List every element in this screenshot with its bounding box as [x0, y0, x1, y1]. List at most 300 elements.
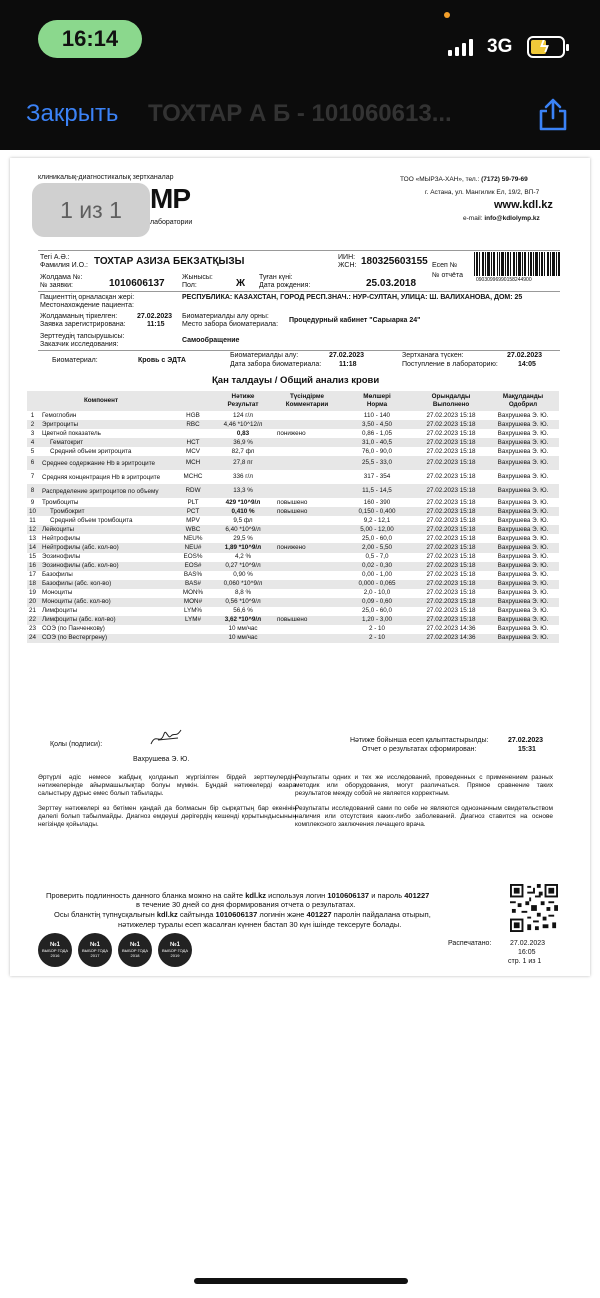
received-time: 14:05 [518, 361, 536, 368]
component-code: MPV [186, 516, 200, 524]
table-row [27, 484, 559, 498]
norm-range: 76,0 - 90,0 [361, 447, 393, 455]
dob-label-ru: Дата рождения: [259, 282, 311, 289]
component-code: HGB [186, 411, 200, 419]
result-value: 124 г/л [233, 411, 253, 419]
result-value: 6,40 *10^9/л [211, 525, 275, 534]
row-number: 15 [29, 553, 37, 561]
approved-by: Вахрушева Э. Ю. [497, 589, 549, 597]
verify-kz-line2: нәтижелер туралы есеп жасалған күннен бастап 30 күн ішінде тексеруге болады. [118, 920, 402, 929]
result-value: 0,410 % [211, 507, 275, 516]
note-kz-1: Әртүрлі әдіс немесе жабдық қолданып жүргізілген бірдей зерттеулердің нәтижелерінде айырмашылықтар болуы мүмкін. Бұндай нәтижелерді өзара салыстыру дұрыс емес болып табылады. [38, 774, 296, 797]
home-indicator[interactable] [194, 1278, 408, 1284]
performed-at: 27.02.2023 15:18 [426, 429, 476, 437]
row-number: 17 [29, 571, 37, 579]
component-code [175, 634, 211, 643]
table-row [27, 616, 559, 625]
table-row [27, 438, 559, 447]
location-label-kz: Пациенттің орналасқан жері: [40, 294, 135, 301]
table-row [27, 580, 559, 589]
component-code: HCT [175, 438, 211, 447]
norm-range: 25,0 - 60,0 [361, 607, 393, 615]
result-value: 27,8 пг [211, 456, 275, 470]
norm-range: 0,5 - 7,0 [365, 553, 389, 561]
location-label-ru: Местонахождение пациента: [40, 302, 134, 309]
report-label-ru: № отчёта [432, 272, 463, 279]
result-comment [275, 589, 339, 598]
component-name: Нейтрофилы (абс. кол-во) [38, 543, 175, 552]
sex-label-kz: Жынысы: [182, 274, 213, 281]
approved-by: Вахрушева Э. Ю. [497, 553, 549, 561]
component-name: Моноциты (абс. кол-во) [38, 598, 175, 607]
table-row [27, 598, 559, 607]
signature-icon [148, 726, 184, 748]
cell-signal-icon [448, 38, 473, 56]
row-number: 9 [30, 498, 35, 506]
patient-sex: Ж [236, 278, 246, 289]
result-value: 10 мм/час [211, 634, 275, 643]
component-code: NEU% [183, 534, 203, 542]
patient-dob: 25.03.2018 [366, 278, 417, 289]
component-name: Эозинофилы [42, 553, 81, 561]
row-number: 21 [29, 607, 37, 615]
result-comment [275, 634, 339, 643]
biomaterial-label: Биоматериал: [52, 357, 98, 364]
result-value: 0,90 % [233, 571, 253, 579]
approved-by: Вахрушева Э. Ю. [497, 447, 549, 455]
lab-header-kz: клиникалық-диагностикалық зертханалар [38, 174, 174, 181]
verify-ru-line1: Проверить подлинность данного бланка можно на сайте kdl.kz используя логин 1010606137 и пароль 401227 [46, 891, 430, 900]
document-title: ТОХТАР А Б - 101060613... [148, 100, 452, 127]
row-number: 20 [29, 598, 37, 606]
component-code: EOS% [183, 553, 203, 561]
component-code: MCHC [183, 473, 203, 481]
component-name: Тромбокрит [38, 507, 175, 516]
performed-at: 27.02.2023 15:18 [415, 525, 487, 534]
component-name: Цветной показатель [42, 429, 101, 437]
result-value: 336 г/л [233, 473, 253, 481]
norm-range: 0,86 - 1,05 [361, 429, 393, 437]
company-address: г. Астана, ул. Мангилик Ел, 19/2, ВП-7 [425, 189, 540, 196]
performed-at: 27.02.2023 15:18 [415, 598, 487, 607]
result-value: 56,6 % [233, 607, 253, 615]
printed-time: 16:05 [518, 949, 536, 956]
performed-at: 27.02.2023 15:18 [415, 456, 487, 470]
table-row [27, 571, 559, 580]
component-name: Эозинофилы (абс. кол-во) [38, 562, 175, 571]
approved-by: Вахрушева Э. Ю. [497, 625, 549, 633]
approved-by: Вахрушева Э. Ю. [487, 456, 559, 470]
approved-by: Вахрушева Э. Ю. [487, 438, 559, 447]
barcode [474, 252, 560, 276]
col-done: Орындалды Выполнено [415, 391, 487, 411]
result-value: 29,5 % [233, 534, 253, 542]
table-row [27, 525, 559, 534]
component-code: BAS% [183, 571, 203, 579]
name-label-ru: Фамилия И.О.: [40, 262, 88, 269]
norm-range: 317 - 354 [363, 473, 391, 481]
result-value: 0,060 *10^9/л [211, 580, 275, 589]
reg-time: 11:15 [147, 321, 165, 328]
result-value: 0,27 *10^9/л [211, 562, 275, 571]
row-number: 23 [29, 625, 37, 633]
signature-label: Қолы (подписи): [50, 741, 103, 748]
component-code: NEU# [175, 543, 211, 552]
norm-range: 3,50 - 4,50 [339, 420, 415, 429]
performed-at: 27.02.2023 15:18 [415, 484, 487, 498]
analysis-title: Қан талдауы / Общий анализ крови [212, 375, 380, 386]
name-label-kz: Тегі А.Ә.: [40, 254, 70, 261]
row-number: 2 [27, 420, 38, 429]
reg-label-ru: Заявка зарегистрирована: [40, 321, 126, 328]
table-row [27, 447, 559, 456]
approved-by: Вахрушева Э. Ю. [497, 473, 549, 481]
note-ru-1: Результаты одних и тех же исследований, проведенных с применением разных методик или оборудования, могут различаться. Прямое сравнение таких результатов между собой не является корректным. [295, 774, 553, 797]
norm-range: 2,0 - 10,0 [363, 589, 391, 597]
share-icon[interactable] [535, 96, 571, 132]
result-value: 429 *10^9/л [225, 498, 261, 506]
page-counter: 1 из 1 [32, 183, 150, 237]
result-comment [275, 447, 339, 456]
take-label-ru: Дата забора биоматериала: [230, 361, 322, 368]
approved-by: Вахрушева Э. Ю. [497, 607, 549, 615]
component-name: Лимфоциты (абс. кол-во) [38, 616, 175, 625]
row-number: 12 [29, 525, 37, 533]
norm-range: 2,00 - 5,50 [339, 543, 415, 552]
performed-at: 27.02.2023 15:18 [426, 411, 476, 419]
row-number: 4 [27, 438, 38, 447]
table-row [27, 562, 559, 571]
component-name: Распределение эритроцитов по объему [38, 484, 175, 498]
result-comment [275, 516, 339, 525]
component-name: Гемоглобин [42, 411, 77, 419]
result-comment: понижено [275, 543, 339, 552]
component-code: EOS# [175, 562, 211, 571]
final-report-date: 27.02.2023 [508, 737, 544, 744]
approved-by: Вахрушева Э. Ю. [487, 616, 559, 625]
result-value: 36,9 % [211, 438, 275, 447]
performed-at: 27.02.2023 14:36 [426, 625, 476, 633]
row-number: 16 [29, 562, 37, 570]
approved-by: Вахрушева Э. Ю. [497, 516, 549, 524]
component-code: MON# [175, 598, 211, 607]
dob-label-kz: Туған күні: [259, 274, 293, 281]
result-value: 10 мм/час [228, 625, 258, 633]
norm-range: 110 - 140 [363, 411, 391, 419]
printed-label: Распечатано: [448, 940, 492, 947]
lab-logo-sub: лаборатории [150, 219, 193, 226]
col-result: Нәтиже Результат [211, 391, 275, 411]
award-badge-2016: №1 ВЫБОР ГОДА 2016 [38, 933, 72, 967]
qr-code [510, 884, 558, 932]
row-number: 11 [29, 516, 36, 524]
place-label-kz: Биоматериалды алу орны: [182, 313, 269, 320]
norm-range: 5,00 - 12,00 [339, 525, 415, 534]
norm-range: 31,0 - 40,5 [339, 438, 415, 447]
website[interactable]: www.kdl.kz [494, 199, 553, 211]
result-comment [275, 562, 339, 571]
component-code: MON% [182, 589, 204, 597]
result-value: 82,7 фл [231, 447, 255, 455]
performed-at: 27.02.2023 15:18 [426, 607, 476, 615]
order-label-kz: Жолдама №: [40, 274, 83, 281]
col-norm: Мөлшері Норма [339, 391, 415, 411]
approved-by: Вахрушева Э. Ю. [487, 598, 559, 607]
row-number: 13 [29, 534, 37, 542]
patient-name: ТОХТАР АЗИЗА БЕКЗАТҚЫЗЫ [94, 256, 245, 267]
take-date: 27.02.2023 [329, 352, 365, 359]
row-number: 7 [30, 473, 35, 481]
row-number: 22 [29, 616, 37, 624]
component-name: Средняя концентрация Hb в эритроците [42, 473, 161, 481]
norm-range: 2 - 10 [368, 625, 386, 633]
component-name: СОЭ (по Панченкову) [42, 625, 105, 633]
row-number: 5 [30, 447, 35, 455]
take-time: 11:18 [339, 361, 357, 368]
result-comment [275, 580, 339, 589]
component-name: Лимфоциты [42, 607, 78, 615]
approved-by: Вахрушева Э. Ю. [487, 484, 559, 498]
row-number: 10 [29, 507, 37, 515]
award-badge-2018: №1 ВЫБОР ГОДА 2018 [118, 933, 152, 967]
order-number: 1010606137 [109, 278, 165, 289]
table-row [27, 625, 559, 634]
result-value: 9,5 фл [233, 516, 253, 524]
col-comment: Түсіндірме Комментарии [275, 391, 339, 411]
result-comment [275, 470, 339, 484]
performed-at: 27.02.2023 15:18 [426, 473, 476, 481]
reg-label-kz: Жолдаманың тіркелген: [40, 313, 118, 320]
award-badge-2019: №1 ВЫБОР ГОДА 2019 [158, 933, 192, 967]
norm-range: 2 - 10 [339, 634, 415, 643]
component-name: Средний объем тромбоцита [50, 516, 133, 524]
col-approved: Мақұлданды Одобрил [487, 391, 559, 411]
result-comment [275, 625, 339, 634]
barcode-number: 0903099699015824490​0 [476, 277, 532, 283]
result-value: 13,3 % [211, 484, 275, 498]
result-value: 4,2 % [234, 553, 252, 561]
approved-by: Вахрушева Э. Ю. [487, 420, 559, 429]
component-code: LYM% [183, 607, 203, 615]
approved-by: Вахрушева Э. Ю. [487, 634, 559, 643]
component-name: Нейтрофилы [42, 534, 81, 542]
norm-range: 11,5 - 14,5 [339, 484, 415, 498]
customer: Самообращение [182, 337, 240, 344]
results-table [27, 391, 559, 643]
performed-at: 27.02.2023 15:18 [415, 543, 487, 552]
component-code: PCT [175, 507, 211, 516]
performed-at: 27.02.2023 15:18 [426, 516, 476, 524]
email-line: e-mail: info@kdlolymp.kz [463, 215, 540, 222]
result-comment [275, 456, 339, 470]
component-code: WBC [175, 525, 211, 534]
performed-at: 27.02.2023 15:18 [426, 534, 476, 542]
approved-by: Вахрушева Э. Ю. [487, 543, 559, 552]
component-name: Лейкоциты [38, 525, 175, 534]
result-value: 1,89 *10^9/л [211, 543, 275, 552]
component-name: Моноциты [42, 589, 73, 597]
col-component: Компонент [27, 391, 175, 411]
patient-iin: 180325603155 [361, 256, 428, 267]
performed-at: 27.02.2023 15:18 [426, 447, 476, 455]
final-report-label-ru: Отчет о результатах сформирован: [362, 746, 477, 753]
result-value: 3,62 *10^9/л [211, 616, 275, 625]
result-value: 0,83 [236, 429, 250, 437]
approved-by: Вахрушева Э. Ю. [497, 429, 549, 437]
table-row [27, 507, 559, 516]
row-number: 18 [29, 580, 37, 588]
verify-ru-line2: в течение 30 дней со дня формирования отчета о результатах. [136, 900, 356, 909]
approved-by: Вахрушева Э. Ю. [487, 525, 559, 534]
result-comment [275, 607, 339, 616]
approved-by: Вахрушева Э. Ю. [497, 571, 549, 579]
result-comment [275, 420, 339, 429]
table-row [27, 553, 559, 562]
final-report-label-kz: Нәтиже бойынша есеп қалыптастырылды: [350, 737, 489, 744]
result-comment: повышено [275, 507, 339, 516]
performed-at: 27.02.2023 15:18 [415, 420, 487, 429]
performed-at: 27.02.2023 15:18 [426, 498, 476, 506]
table-row [27, 411, 559, 420]
result-comment [275, 525, 339, 534]
final-report-time: 15:31 [518, 746, 536, 753]
result-comment: повышено [277, 498, 308, 506]
norm-range: 0,150 - 0,400 [339, 507, 415, 516]
status-time[interactable]: 16:14 [38, 20, 142, 58]
performed-at: 27.02.2023 15:18 [415, 562, 487, 571]
approved-by: Вахрушева Э. Ю. [487, 507, 559, 516]
component-code: MCV [186, 447, 200, 455]
norm-range: 0,09 - 0,60 [339, 598, 415, 607]
result-comment: понижено [277, 429, 306, 437]
component-code: LYM# [175, 616, 211, 625]
take-label-kz: Биоматериалды алу: [230, 352, 299, 359]
result-value: 8,8 % [234, 589, 252, 597]
col-code [175, 391, 211, 411]
approved-by: Вахрушева Э. Ю. [487, 562, 559, 571]
table-row [27, 543, 559, 552]
result-comment [275, 411, 339, 420]
norm-range: 0,000 - 0,065 [339, 580, 415, 589]
component-code: PLT [187, 498, 199, 506]
performed-at: 27.02.2023 15:18 [426, 553, 476, 561]
result-comment [275, 571, 339, 580]
performed-at: 27.02.2023 15:18 [415, 438, 487, 447]
norm-range: 1,20 - 3,00 [339, 616, 415, 625]
status-and-nav-bar [0, 0, 600, 150]
component-name: Тромбоциты [42, 498, 79, 506]
patient-location: РЕСПУБЛИКА: КАЗАХСТАН, ГОРОД РЕСП.ЗНАЧ.: НУР-СУЛТАН, УЛИЦА: Ш. ВАЛИХАНОВА, ДОМ: 25 [182, 294, 523, 301]
norm-range: 25,5 - 33,0 [339, 456, 415, 470]
approved-by: Вахрушева Э. Ю. [497, 534, 549, 542]
component-name: СОЭ (по Вестергрену) [38, 634, 175, 643]
page-number: стр. 1 из 1 [508, 958, 542, 965]
customer-label-kz: Зерттеудің тапсырушысы: [40, 333, 125, 340]
verify-kz-line1: Осы бланктің түпнұсқалығын kdl.kz сайтында 1010606137 логинін және 401227 паролін пайдалана отырып, [54, 910, 431, 919]
performed-at: 27.02.2023 15:18 [415, 507, 487, 516]
row-number: 24 [29, 634, 37, 642]
customer-label-ru: Заказчик исследования: [40, 341, 119, 348]
performed-at: 27.02.2023 15:18 [426, 589, 476, 597]
collection-place: Процедурный кабинет "Сарыарка 24" [289, 317, 421, 324]
result-comment [275, 553, 339, 562]
row-number: 3 [30, 429, 35, 437]
received-label-ru: Поступление в лабораторию: [402, 361, 498, 368]
table-row [27, 470, 559, 484]
result-comment [275, 438, 339, 447]
component-code: RDW [175, 484, 211, 498]
table-row [27, 607, 559, 616]
norm-range: 9,2 - 12,1 [363, 516, 391, 524]
sex-label-ru: Пол: [182, 282, 197, 289]
component-code [175, 429, 211, 438]
note-kz-2: Зерттеу нәтижелері өз бетімен қандай да болмасын бір сырқаттың бар екенінің дәлелі болып табылмайды. Диагноз емдеуші дәрігердің кешенді қорытындысының негізінде қойылады. [38, 805, 296, 828]
privacy-indicator-dot [444, 12, 450, 18]
performed-at: 27.02.2023 15:18 [415, 616, 487, 625]
result-comment [275, 534, 339, 543]
network-type: 3G [487, 36, 513, 57]
table-header-row [27, 391, 559, 411]
iin-label-kz: ИИН: [338, 254, 356, 261]
norm-range: 0,00 - 1,00 [361, 571, 393, 579]
component-code: RBC [175, 420, 211, 429]
company-name: ТОО «МЫРЗА-ХАН», тел.: (7172) 59-79-69 [400, 176, 528, 183]
component-code: BAS# [175, 580, 211, 589]
norm-range: 0,02 - 0,30 [339, 562, 415, 571]
row-number: 19 [29, 589, 37, 597]
table-row [27, 498, 559, 507]
printed-date: 27.02.2023 [510, 940, 546, 947]
approved-by: Вахрушева Э. Ю. [487, 580, 559, 589]
component-name: Среднее содержание Hb в эритроците [38, 456, 175, 470]
lab-logo: MP [150, 183, 190, 214]
place-label-ru: Место забора биоматериала: [182, 321, 279, 328]
row-number: 14 [29, 543, 37, 551]
received-label-kz: Зертханаға түскен: [402, 352, 464, 359]
biomaterial: Кровь с ЭДТА [138, 357, 186, 364]
report-label-kz: Есеп № [432, 262, 458, 269]
table-row [27, 429, 559, 438]
norm-range: 25,0 - 60,0 [361, 534, 393, 542]
component-name: Средний объем эритроцита [50, 447, 132, 455]
approved-by: Вахрушева Э. Ю. [497, 411, 549, 419]
result-comment: повышено [275, 616, 339, 625]
table-row [27, 634, 559, 643]
component-name: Гематокрит [38, 438, 175, 447]
table-row [27, 589, 559, 598]
award-badge-2017: №1 ВЫБОР ГОДА 2017 [78, 933, 112, 967]
result-comment [275, 484, 339, 498]
row-number: 1 [30, 411, 35, 419]
close-button[interactable]: Закрыть [26, 100, 119, 127]
performed-at: 27.02.2023 14:36 [415, 634, 487, 643]
result-comment [275, 598, 339, 607]
performed-at: 27.02.2023 15:18 [415, 580, 487, 589]
order-label-ru: № заявки: [40, 282, 73, 289]
component-name: Базофилы [42, 571, 73, 579]
table-row [27, 516, 559, 525]
signer-name: Вахрушева Э. Ю. [133, 756, 190, 763]
component-name: Базофилы (абс. кол-во) [38, 580, 175, 589]
row-number: 8 [27, 484, 38, 498]
table-row [27, 420, 559, 429]
results-body [27, 411, 559, 643]
result-value: 0,56 *10^9/л [211, 598, 275, 607]
row-number: 6 [27, 456, 38, 470]
component-code: MCH [175, 456, 211, 470]
component-code [175, 625, 211, 634]
battery-icon: ϟ [527, 36, 565, 58]
